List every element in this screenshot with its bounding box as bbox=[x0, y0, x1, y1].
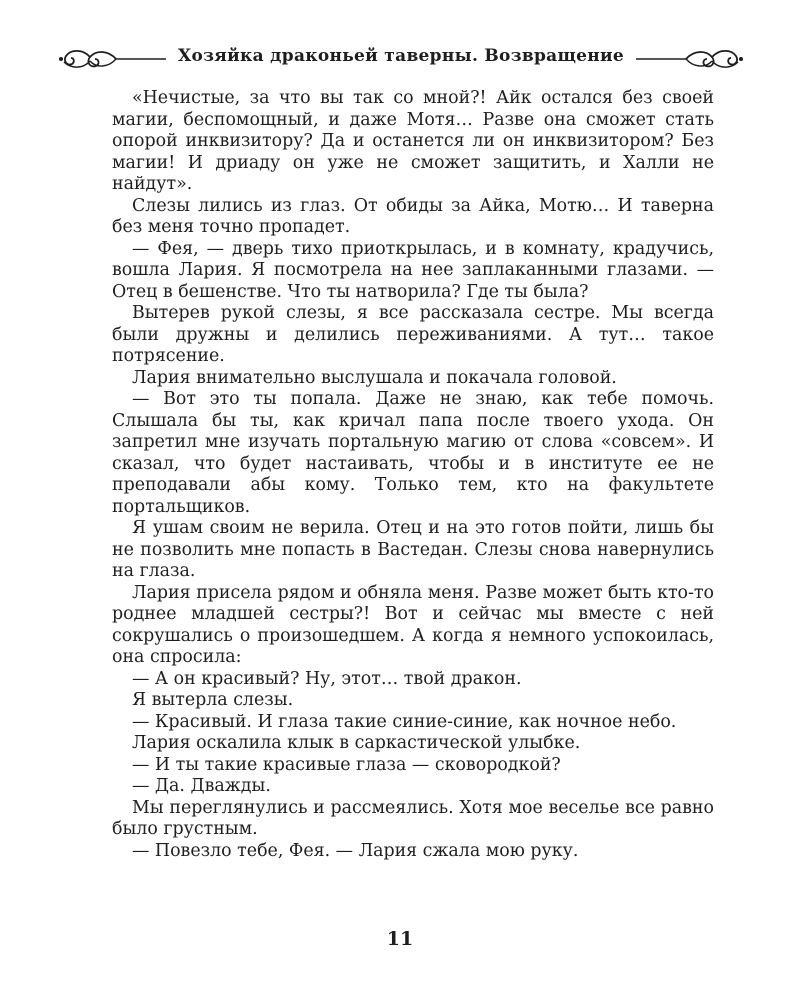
paragraph: Я вытерла слезы. bbox=[132, 690, 294, 710]
paragraph: — Вот это ты попала. Даже не знаю, как тебе помочь. Слышала бы ты, как кричал папа после твоего ухода. Он запретил мне изучать портальную магию от слова «совсем». И сказал, что будет настаивать, чтобы и в институте ее не преподавали абы кому. Только тем, кто на факультете портальщиков. bbox=[112, 389, 714, 517]
paragraph: — Да. Дважды. bbox=[132, 776, 271, 796]
running-header bbox=[58, 40, 744, 76]
paragraph: — Повезло тебе, Фея. — Лария сжала мою руку. bbox=[132, 840, 579, 861]
paragraph: Вытерев рукой слезы, я все рассказала сестре. Мы всегда были дружны и делились переживаниями. А тут… такое потрясение. bbox=[112, 303, 714, 366]
paragraph: — Красивый. И глаза такие синие-синие, как ночное небо. bbox=[132, 711, 677, 732]
paragraph: Лария оскалила клык в саркастической улыбке. bbox=[132, 733, 581, 753]
paragraph: Лария присела рядом и обняла меня. Разве может быть кто-то роднее младшей сестры?! Вот и сейчас мы вместе с ней сокрушались о произошедшем. А когда я немного успокоилась, она спросила: bbox=[112, 582, 714, 667]
paragraph: — И ты такие красивые глаза — сковородкой? bbox=[132, 754, 561, 775]
paragraph: Слезы лились из глаз. От обиды за Айка, Мотю… И таверна без меня точно пропадет. bbox=[112, 195, 714, 237]
paragraph: Я ушам своим не верила. Отец и на это готов пойти, лишь бы не позволить мне попасть в Вастедан. Слезы снова навернулись на глаза. bbox=[112, 518, 714, 581]
paragraph: — А он красивый? Ну, этот… твой дракон. bbox=[132, 668, 522, 689]
running-title: Хозяйка драконьей таверны. Возвращение bbox=[177, 46, 625, 66]
paragraph: «Нечистые, за что вы так со мной?! Айк остался без своей магии, беспомощный, и даже Мотя… Разве она сможет стать опорой инквизитору? Да и останется ли он инквизитором? Без магии! И дриаду он уже не сможет защитить, и Халли не найдут». bbox=[112, 88, 714, 194]
paragraph: — Фея, — дверь тихо приоткрылась, и в комнату, крадучись, вошла Лария. Я посмотрела на нее заплаканными глазами. — Отец в бешенстве. Что ты натворила? Где ты была? bbox=[112, 238, 714, 302]
paragraph: Мы переглянулись и рассмеялись. Хотя мое веселье все равно было грустным. bbox=[112, 797, 714, 839]
body-text bbox=[112, 88, 714, 862]
left-ornament-icon bbox=[58, 44, 168, 74]
page-number: 11 bbox=[386, 928, 414, 950]
paragraph: Лария внимательно выслушала и покачала головой. bbox=[132, 367, 617, 388]
right-ornament-icon bbox=[634, 44, 744, 74]
